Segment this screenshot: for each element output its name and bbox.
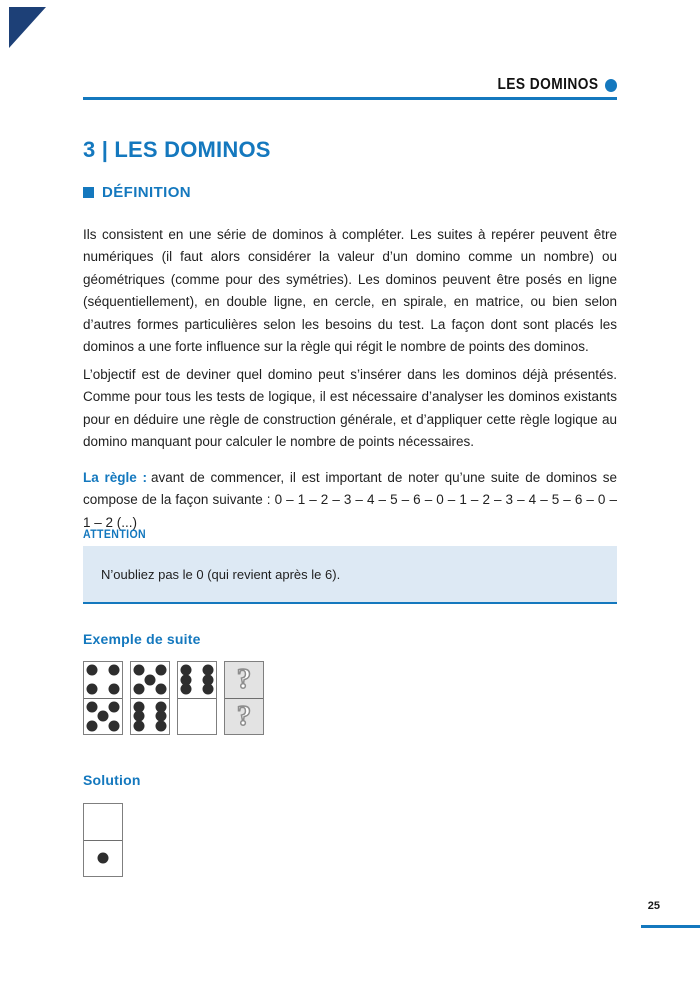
attention-label: ATTENTION <box>83 529 147 541</box>
rule-note <box>83 467 617 534</box>
attention-text: N’oubliez pas le 0 (qui revient après le 6). <box>101 566 341 582</box>
domino-half-bottom <box>178 699 216 735</box>
pip <box>134 684 145 695</box>
question-mark: ? <box>236 699 252 732</box>
definition-label: DÉFINITION <box>102 184 191 201</box>
domino-half-bottom <box>225 699 263 735</box>
rule-note-text: avant de commencer, il est important de noter qu’une suite de dominos se compose de la façon suivante : 0 – 1 – 2 – 3 – 4 – 5 – 6 – 0 – 1 – 2 – 3 – 4 – 5 – 6 – 0 – 1 – 2 (...) <box>83 470 617 530</box>
rule-note-label: La règle : <box>83 470 148 485</box>
domino-sequence <box>83 661 264 735</box>
domino-half-top <box>84 804 122 841</box>
pip <box>87 720 98 731</box>
page-number: 25 <box>647 900 660 912</box>
running-header <box>481 76 617 94</box>
example-heading: Exemple de suite <box>83 631 201 647</box>
solution-heading: Solution <box>83 772 141 788</box>
domino-unknown <box>224 661 264 735</box>
paragraph-objective: L’objectif est de deviner quel domino peut s’insérer dans les dominos déjà présentés. Comme pour tous les tests de logique, il est nécessaire d’analyser les dominos existants pour en déduire une règle de construction générale, et d’appliquer cette règle logique au domino manquant pour calculer le nombre de points nécessaires. <box>83 367 617 450</box>
pip <box>87 665 98 676</box>
pip <box>134 720 145 731</box>
square-bullet-icon <box>83 187 94 198</box>
domino-1 <box>83 661 123 735</box>
pip <box>98 853 109 864</box>
domino-half-top <box>178 662 216 699</box>
pip <box>155 720 166 731</box>
domino-half-top <box>84 662 122 699</box>
pip <box>108 684 119 695</box>
domino-2 <box>130 661 170 735</box>
corner-triangle-decoration <box>9 7 46 48</box>
pip <box>155 665 166 676</box>
paragraph-intro: Ils consistent en une série de dominos à compléter. Les suites à repérer peuvent être numériques (il faut alors considérer la valeur d’un domino comme un nombre) ou géométriques (comme pour des symétries). Les dominos peuvent être posés en ligne (séquentiellement), en double ligne, en cercle, en spirale, en matrice, ou bien selon d’autres formes particulières selon les besoins du test. La façon dont sont placés les dominos a une forte influence sur la règle qui régit le nombre de points des dominos. <box>83 227 617 355</box>
domino-3 <box>177 661 217 735</box>
footer-bar <box>641 925 700 928</box>
pip <box>202 684 213 695</box>
domino-half-top <box>131 662 169 699</box>
pip <box>108 665 119 676</box>
attention-box <box>83 546 617 604</box>
pip <box>87 701 98 712</box>
pip <box>134 665 145 676</box>
pip <box>108 701 119 712</box>
pip <box>87 684 98 695</box>
bullet-dot-icon <box>605 79 617 92</box>
pip <box>98 711 109 722</box>
pip <box>155 684 166 695</box>
pip <box>181 684 192 695</box>
definition-heading <box>83 184 191 201</box>
solution-domino <box>83 803 123 877</box>
domino-half-bottom <box>84 699 122 735</box>
domino-half-top <box>225 662 263 699</box>
pip <box>108 720 119 731</box>
header-rule <box>83 97 617 100</box>
question-mark: ? <box>236 663 252 696</box>
domino-half-bottom <box>131 699 169 735</box>
running-header-label: LES DOMINOS <box>497 76 599 93</box>
domino-half-bottom <box>84 841 122 877</box>
pip <box>145 674 156 685</box>
page-title: 3 | LES DOMINOS <box>83 137 271 162</box>
